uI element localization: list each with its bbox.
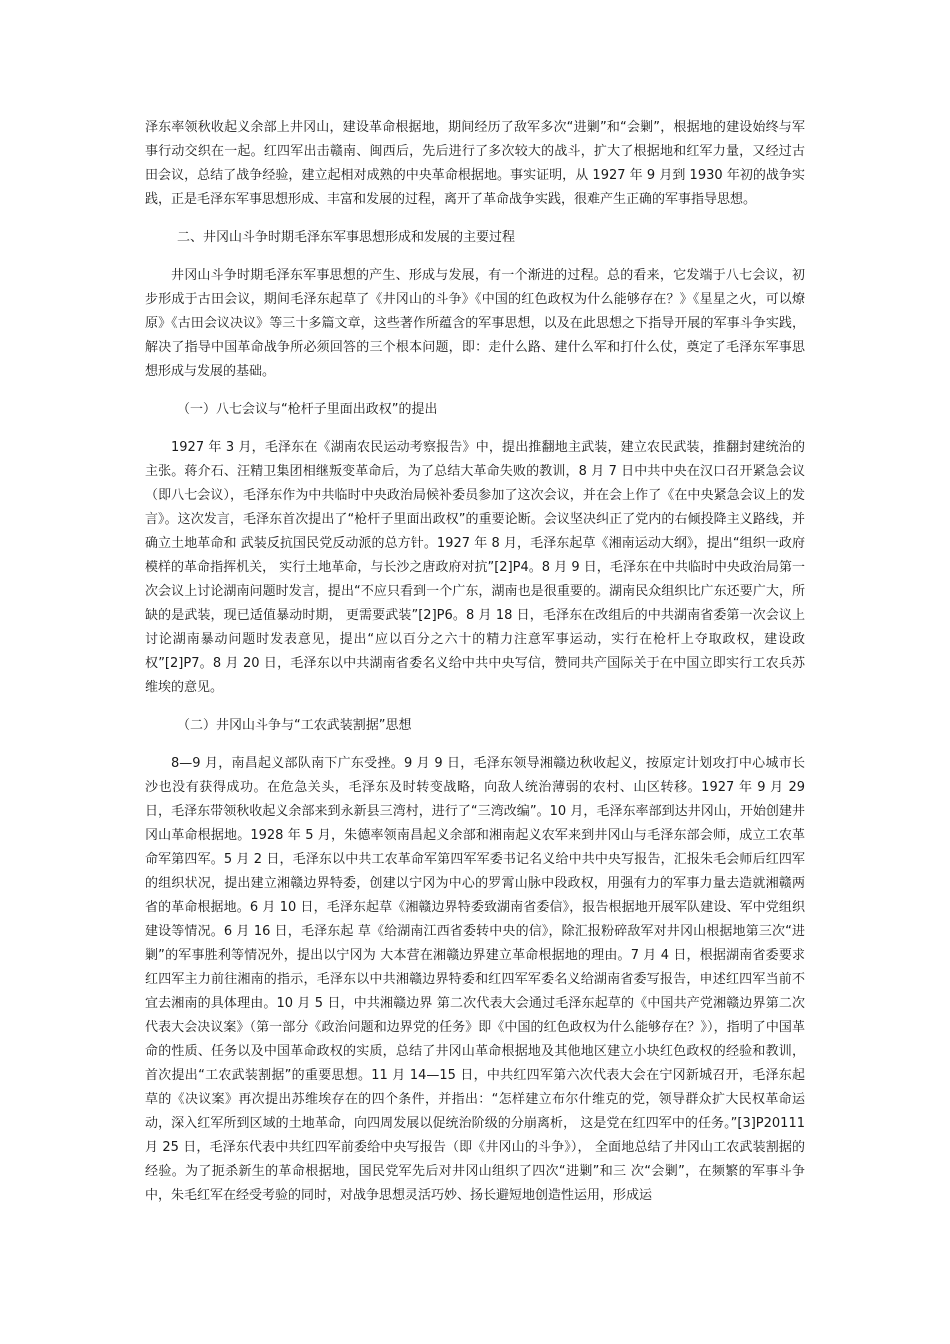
section-2-paragraph: 井冈山斗争时期毛泽东军事思想的产生、形成与发展，有一个渐进的过程。总的看来，它发端于八七会议，初步形成于古田会议，期间毛泽东起草了《井冈山的斗争》《中国的红色政权为什么能够存在？》《星星之火，可以燎原》《古田会议决议》等三十多篇文章，这些著作所蕴含的军事思想，以及在此思想之下指导开展的军事斗争实践，解决了指导中国革命战争所必须回答的三个根本问题，即：走什么路、建什么军和打什么仗，奠定了毛泽东军事思想形成与发展的基础。	[145, 268, 805, 379]
subsection-heading-1: （一）八七会议与“枪杆子里面出政权”的提出	[177, 402, 438, 417]
section-heading-2: 二、井冈山斗争时期毛泽东军事思想形成和发展的主要过程	[177, 230, 516, 245]
subsection-1-paragraph: 1927 年 3 月，毛泽东在《湖南农民运动考察报告》中，提出推翻地主武装，建立农民武装，推翻封建统治的主张。蒋介石、汪精卫集团相继叛变革命后，为了总结大革命失败的教训，8 月 7 日中共中央在汉口召开紧急会议（即八七会议），毛泽东作为中共临时中央政治局候补委员参加了这次会议，并在会上作了《在中央紧急会议上的发言》。这次发言，毛泽东首次提出了“枪杆子里面出政权”的重要论断。会议坚决纠正了党内的右倾投降主义路线，并确立土地革命和 武装反抗国民党反动派的总方针。1927 年 8 月，毛泽东起草《湘南运动大纲》，提出“组织一政府模样的革命指挥机关， 实行土地革命，与长沙之唐政府对抗”[2]P4。8 月 9 日，毛泽东在中共临时中央政治局第一次会议上讨论湖南问题时发言，提出“不应只看到一个广东，湖南也是很重要的。湖南民众组织比广东还要广大，所缺的是武装，现已适值暴动时期， 更需要武装”[2]P6。8 月 18 日，毛泽东在改组后的中共湖南省委第一次会议上讨论湖南暴动问题时发表意见，提出“应以百分之六十的精力注意军事运动，实行在枪杆上夺取政权，建设政权”[2]P7。8 月 20 日，毛泽东以中共湖南省委名义给中共中央写信，赞同共产国际关于在中国立即实行工农兵苏维埃的意见。	[145, 440, 805, 695]
subsection-2-paragraph: 8—9 月，南昌起义部队南下广东受挫。9 月 9 日，毛泽东领导湘赣边秋收起义，按原定计划攻打中心城市长沙也没有获得成功。在危急关头，毛泽东及时转变战略，向敌人统治薄弱的农村、山区转移。1927 年 9 月 29 日，毛泽东带领秋收起义余部来到永新县三湾村，进行了“三湾改编”。10 月，毛泽东率部到达井冈山，开始创建井冈山革命根据地。1928 年 5 月，朱德率领南昌起义余部和湘南起义农军来到井冈山与毛泽东部会师，成立工农革命军第四军。5 月 2 日，毛泽东以中共工农革命军第四军军委书记名义给中共中央写报告，汇报朱毛会师后红四军的组织状况，提出建立湘赣边界特委，创建以宁冈为中心的罗霄山脉中段政权，用强有力的军事力量去造就湘赣两省的革命根据地。6 月 10 日，毛泽东起草《湘赣边界特委致湖南省委信》，报告根据地开展军队建设、军中党组织建设等情况。6 月 16 日，毛泽东起 草《给湖南江西省委转中央的信》，除汇报粉碎敌军对井冈山根据地第三次“进剿”的军事胜利等情况外，提出以宁冈为 大本营在湘赣边界建立革命根据地的理由。7 月 4 日，根据湖南省委要求红四军主力前往湘南的指示，毛泽东以中共湘赣边界特委和红四军军委名义给湖南省委写报告，申述红四军当前不宜去湘南的具体理由。10 月 5 日，中共湘赣边界 第二次代表大会通过毛泽东起草的《中国共产党湘赣边界第二次代表大会决议案》（第一部分《政治问题和边界党的任务》即《中国的红色政权为什么能够存在？》），指明了中国革命的性质、任务以及中国革命政权的实质，总结了井冈山革命根据地及其他地区建立小块红色政权的经验和教训，首次提出“工农武装割据”的重要思想。11 月 14—15 日，中共红四军第六次代表大会在宁冈新城召开，毛泽东起草的《决议案》再次提出苏维埃存在的四个条件，并指出：“怎样建立布尔什维克的党，领导群众扩大民权革命运动，深入红军所到区域的土地革命，向四周发展以促统治阶级的分崩离析， 这是党在红四军中的任务。”[3]P20111 月 25 日，毛泽东代表中共红四军前委给中央写报告（即《井冈山的斗争》）， 全面地总结了井冈山工农武装割据的经验。为了扼杀新生的革命根据地，国民党军先后对井冈山组织了四次“进剿”和三 次“会剿”，在频繁的军事斗争中，朱毛红军在经受考验的同时，对战争思想灵活巧妙、扬长避短地创造性运用，形成运	[145, 756, 805, 1203]
document-page	[145, 116, 805, 1208]
intro-paragraph: 泽东率领秋收起义余部上井冈山，建设革命根据地，期间经历了敌军多次“进剿”和“会剿”，根据地的建设始终与军事行动交织在一起。红四军出击赣南、闽西后，先后进行了多次较大的战斗，扩大了根据地和红军力量，又经过古田会议，总结了战争经验，建立起相对成熟的中央革命根据地。事实证明，从 1927 年 9 月到 1930 年初的战争实践，正是毛泽东军事思想形成、丰富和发展的过程，离开了革命战争实践，很难产生正确的军事指导思想。	[145, 120, 805, 207]
subsection-heading-2: （二）井冈山斗争与“工农武装割据”思想	[177, 718, 412, 733]
